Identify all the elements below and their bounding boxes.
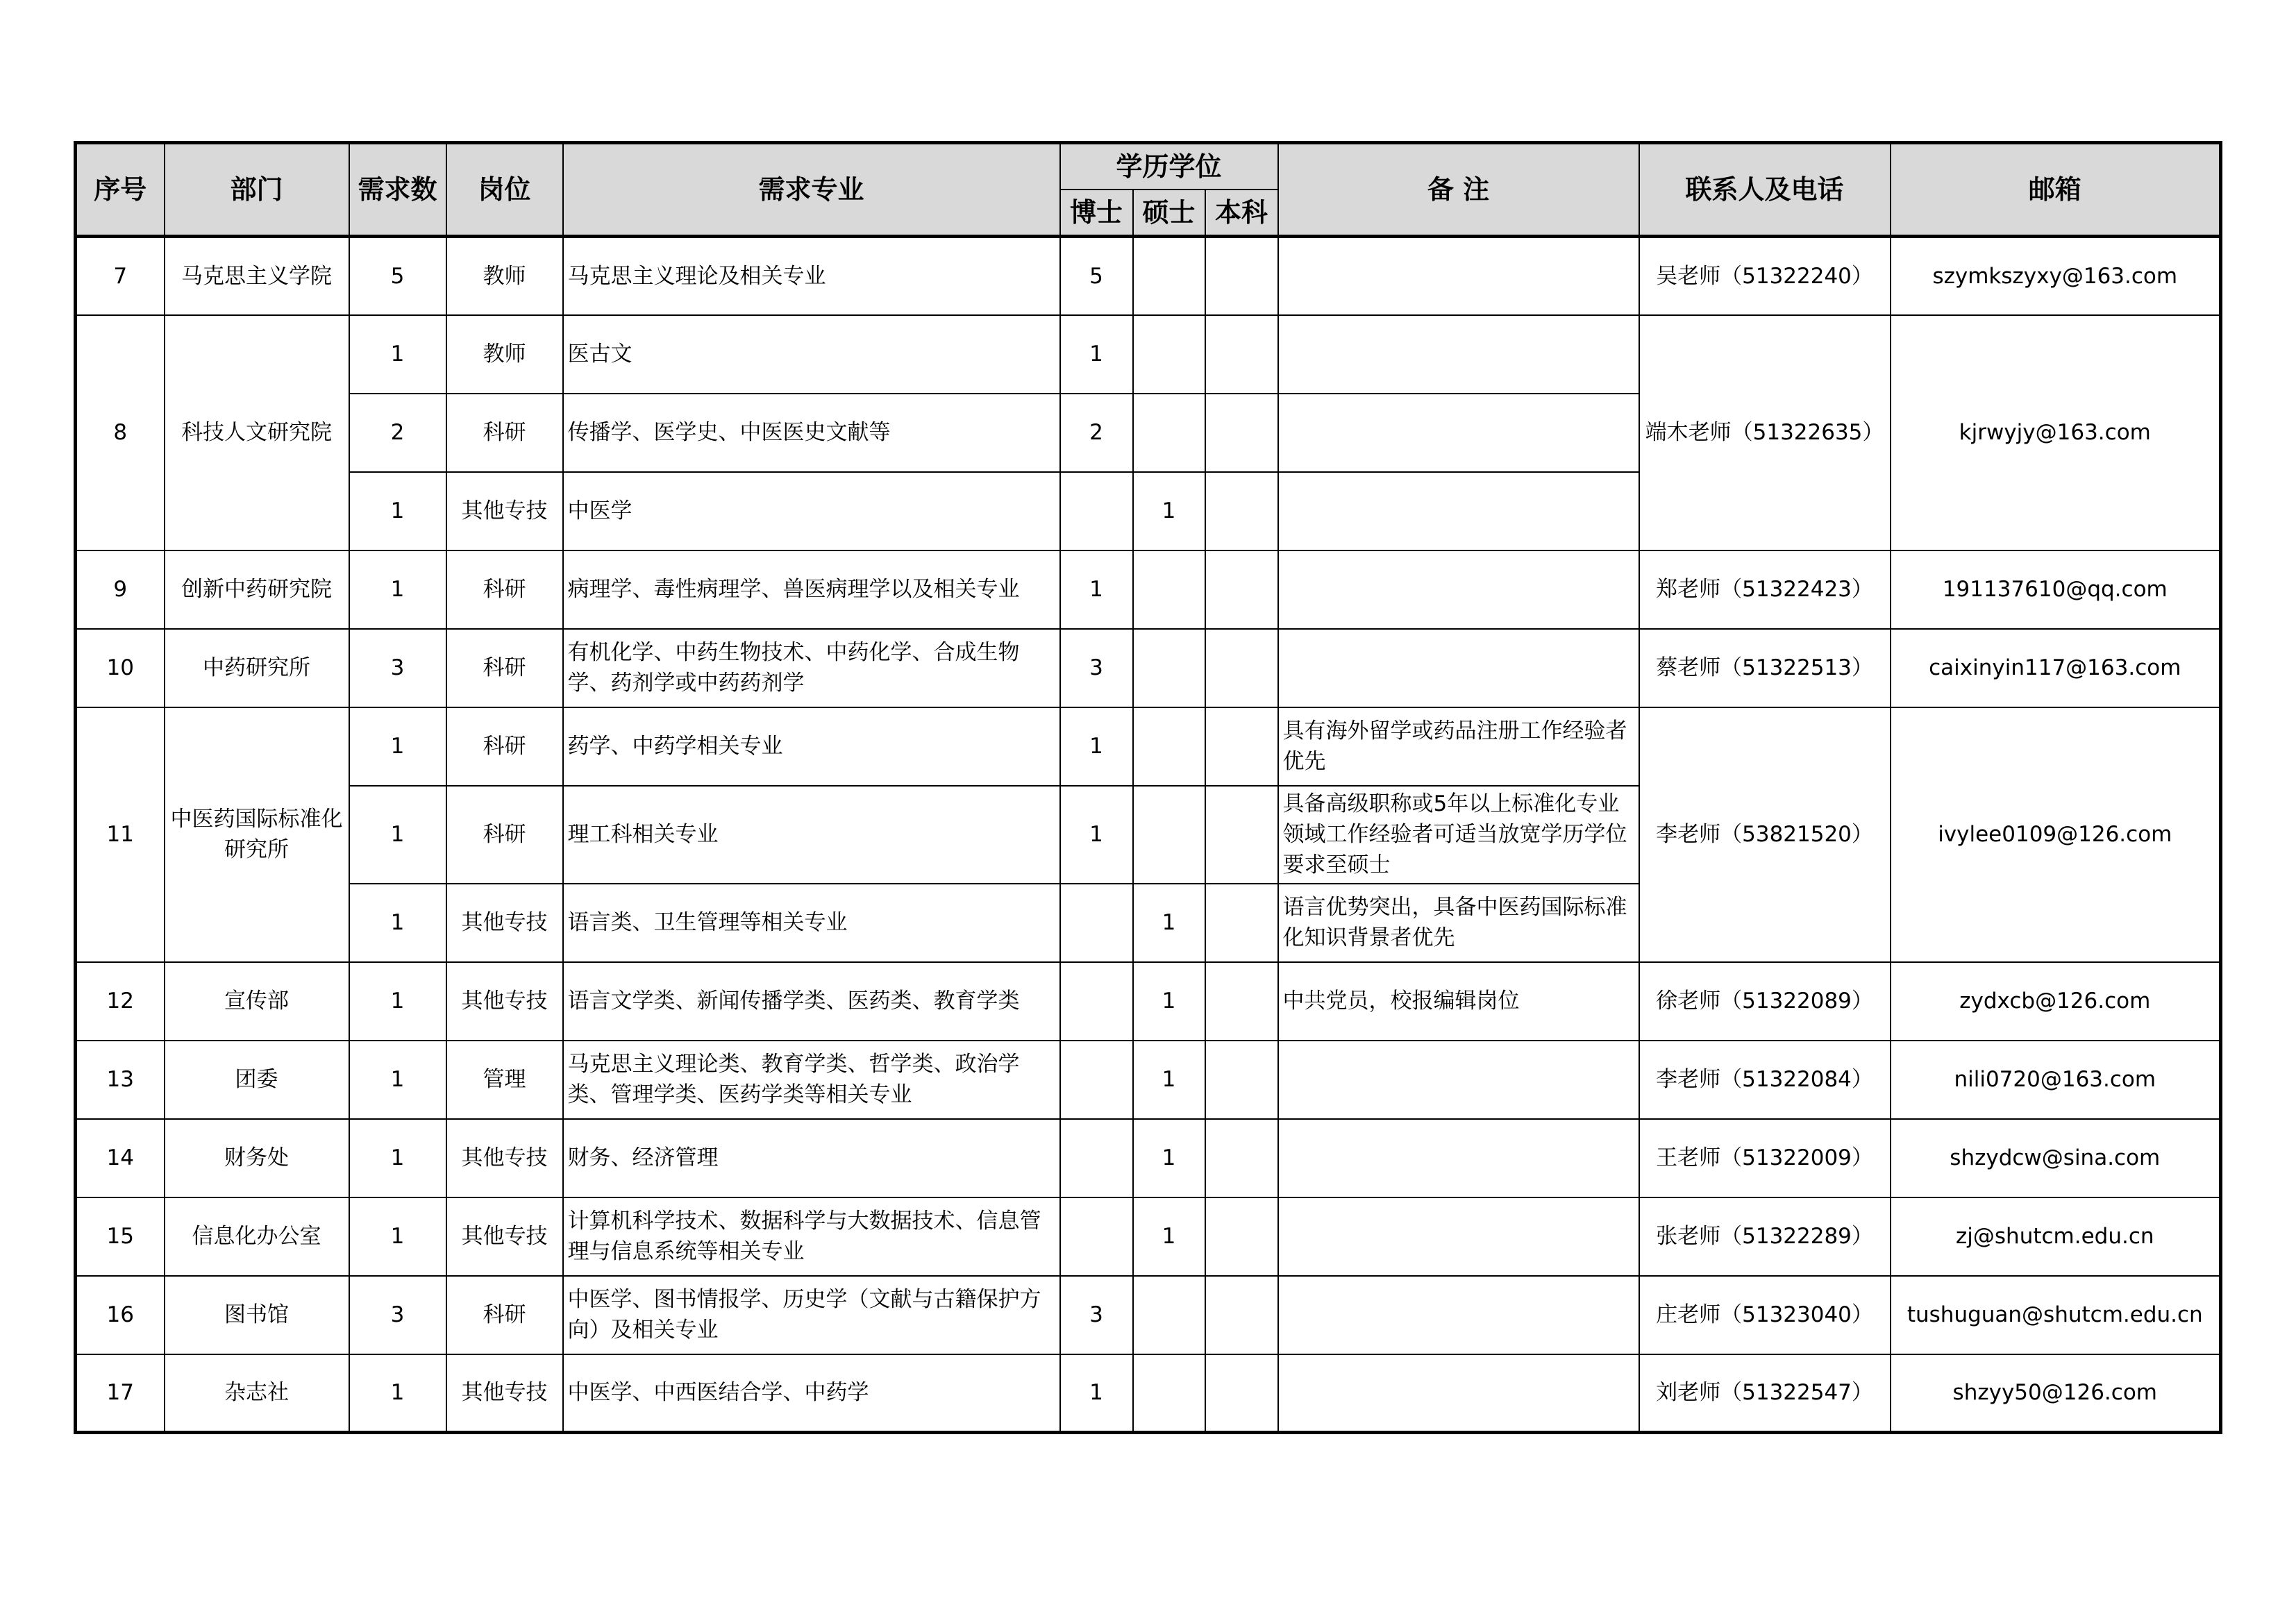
- cell-master: 1: [1133, 1119, 1205, 1197]
- table-row: [76, 707, 2221, 786]
- cell-dept: 宣传部: [165, 962, 349, 1041]
- cell-phd: [1060, 472, 1133, 550]
- cell-major: 中医学: [563, 472, 1060, 550]
- cell-remark: [1278, 1354, 1639, 1433]
- cell-master: [1133, 1354, 1205, 1433]
- cell-master: 1: [1133, 472, 1205, 550]
- cell-bachelor: [1205, 315, 1278, 394]
- cell-master: [1133, 629, 1205, 707]
- cell-remark: 中共党员，校报编辑岗位: [1278, 962, 1639, 1041]
- cell-bachelor: [1205, 786, 1278, 884]
- cell-count: 1: [349, 1119, 446, 1197]
- cell-major: 计算机科学技术、数据科学与大数据技术、信息管理与信息系统等相关专业: [563, 1197, 1060, 1276]
- cell-contact: 王老师（51322009）: [1639, 1119, 1891, 1197]
- cell-bachelor: [1205, 884, 1278, 962]
- cell-count: 5: [349, 237, 446, 315]
- cell-remark: [1278, 1276, 1639, 1354]
- table-row: [76, 629, 2221, 707]
- cell-email: szymkszyxy@163.com: [1891, 237, 2221, 315]
- table-row: [76, 1276, 2221, 1354]
- cell-remark: 具有海外留学或药品注册工作经验者优先: [1278, 707, 1639, 786]
- cell-seq: 11: [76, 707, 165, 962]
- cell-dept: 马克思主义学院: [165, 237, 349, 315]
- cell-remark: [1278, 1119, 1639, 1197]
- cell-post: 科研: [446, 707, 563, 786]
- cell-bachelor: [1205, 237, 1278, 315]
- cell-email: shzyy50@126.com: [1891, 1354, 2221, 1433]
- cell-post: 科研: [446, 786, 563, 884]
- cell-bachelor: [1205, 629, 1278, 707]
- cell-contact: 郑老师（51322423）: [1639, 550, 1891, 629]
- cell-contact: 端木老师（51322635）: [1639, 315, 1891, 550]
- cell-post: 其他专技: [446, 1119, 563, 1197]
- cell-master: 1: [1133, 884, 1205, 962]
- cell-seq: 9: [76, 550, 165, 629]
- cell-seq: 17: [76, 1354, 165, 1433]
- cell-remark: 具备高级职称或5年以上标准化专业领域工作经验者可适当放宽学历学位要求至硕士: [1278, 786, 1639, 884]
- cell-contact: 徐老师（51322089）: [1639, 962, 1891, 1041]
- cell-remark: [1278, 1041, 1639, 1119]
- cell-master: [1133, 550, 1205, 629]
- header-email: 邮箱: [1891, 143, 2221, 237]
- cell-remark: [1278, 550, 1639, 629]
- cell-contact: 庄老师（51323040）: [1639, 1276, 1891, 1354]
- header-count: 需求数: [349, 143, 446, 237]
- table-row: [76, 1041, 2221, 1119]
- cell-seq: 12: [76, 962, 165, 1041]
- cell-email: nili0720@163.com: [1891, 1041, 2221, 1119]
- cell-phd: [1060, 1119, 1133, 1197]
- cell-major: 中医学、图书情报学、历史学（文献与古籍保护方向）及相关专业: [563, 1276, 1060, 1354]
- cell-post: 教师: [446, 315, 563, 394]
- cell-seq: 16: [76, 1276, 165, 1354]
- header-master: 硕士: [1133, 190, 1205, 237]
- cell-email: kjrwyjy@163.com: [1891, 315, 2221, 550]
- cell-post: 科研: [446, 394, 563, 472]
- cell-post: 其他专技: [446, 472, 563, 550]
- cell-contact: 张老师（51322289）: [1639, 1197, 1891, 1276]
- cell-count: 1: [349, 707, 446, 786]
- cell-remark: [1278, 315, 1639, 394]
- cell-remark: [1278, 472, 1639, 550]
- cell-major: 有机化学、中药生物技术、中药化学、合成生物学、药剂学或中药药剂学: [563, 629, 1060, 707]
- cell-bachelor: [1205, 1354, 1278, 1433]
- cell-email: zj@shutcm.edu.cn: [1891, 1197, 2221, 1276]
- cell-master: 1: [1133, 1197, 1205, 1276]
- cell-count: 3: [349, 1276, 446, 1354]
- table-row: [76, 1119, 2221, 1197]
- cell-phd: 1: [1060, 786, 1133, 884]
- cell-master: [1133, 394, 1205, 472]
- cell-bachelor: [1205, 707, 1278, 786]
- cell-count: 2: [349, 394, 446, 472]
- header-post: 岗位: [446, 143, 563, 237]
- cell-bachelor: [1205, 394, 1278, 472]
- cell-dept: 杂志社: [165, 1354, 349, 1433]
- cell-major: 病理学、毒性病理学、兽医病理学以及相关专业: [563, 550, 1060, 629]
- cell-email: zydxcb@126.com: [1891, 962, 2221, 1041]
- cell-seq: 13: [76, 1041, 165, 1119]
- cell-post: 科研: [446, 629, 563, 707]
- cell-email: 191137610@qq.com: [1891, 550, 2221, 629]
- cell-bachelor: [1205, 472, 1278, 550]
- cell-bachelor: [1205, 1041, 1278, 1119]
- cell-post: 管理: [446, 1041, 563, 1119]
- cell-remark: [1278, 237, 1639, 315]
- recruitment-table: [74, 141, 2222, 1434]
- header-major: 需求专业: [563, 143, 1060, 237]
- cell-remark: [1278, 1197, 1639, 1276]
- cell-seq: 7: [76, 237, 165, 315]
- cell-major: 中医学、中西医结合学、中药学: [563, 1354, 1060, 1433]
- cell-count: 1: [349, 962, 446, 1041]
- cell-email: shzydcw@sina.com: [1891, 1119, 2221, 1197]
- table-row: [76, 237, 2221, 315]
- cell-bachelor: [1205, 1276, 1278, 1354]
- cell-seq: 15: [76, 1197, 165, 1276]
- header-dept: 部门: [165, 143, 349, 237]
- table-row: [76, 1197, 2221, 1276]
- header-contact: 联系人及电话: [1639, 143, 1891, 237]
- cell-phd: [1060, 884, 1133, 962]
- table-row: [76, 1354, 2221, 1433]
- cell-count: 1: [349, 786, 446, 884]
- cell-count: 1: [349, 315, 446, 394]
- cell-post: 教师: [446, 237, 563, 315]
- cell-master: 1: [1133, 1041, 1205, 1119]
- cell-phd: [1060, 962, 1133, 1041]
- cell-master: [1133, 1276, 1205, 1354]
- cell-phd: [1060, 1041, 1133, 1119]
- cell-post: 其他专技: [446, 962, 563, 1041]
- cell-dept: 团委: [165, 1041, 349, 1119]
- cell-contact: 蔡老师（51322513）: [1639, 629, 1891, 707]
- cell-dept: 中药研究所: [165, 629, 349, 707]
- cell-email: ivylee0109@126.com: [1891, 707, 2221, 962]
- cell-count: 1: [349, 1354, 446, 1433]
- cell-seq: 10: [76, 629, 165, 707]
- cell-major: 马克思主义理论及相关专业: [563, 237, 1060, 315]
- cell-major: 传播学、医学史、中医医史文献等: [563, 394, 1060, 472]
- cell-major: 药学、中药学相关专业: [563, 707, 1060, 786]
- cell-post: 其他专技: [446, 1354, 563, 1433]
- cell-dept: 创新中药研究院: [165, 550, 349, 629]
- cell-major: 语言文学类、新闻传播学类、医药类、教育学类: [563, 962, 1060, 1041]
- cell-phd: 1: [1060, 315, 1133, 394]
- cell-seq: 8: [76, 315, 165, 550]
- cell-post: 其他专技: [446, 884, 563, 962]
- cell-count: 1: [349, 1041, 446, 1119]
- cell-master: 1: [1133, 962, 1205, 1041]
- cell-contact: 李老师（51322084）: [1639, 1041, 1891, 1119]
- cell-master: [1133, 786, 1205, 884]
- cell-major: 理工科相关专业: [563, 786, 1060, 884]
- header-bachelor: 本科: [1205, 190, 1278, 237]
- cell-phd: 5: [1060, 237, 1133, 315]
- cell-bachelor: [1205, 550, 1278, 629]
- cell-seq: 14: [76, 1119, 165, 1197]
- cell-dept: 信息化办公室: [165, 1197, 349, 1276]
- cell-count: 3: [349, 629, 446, 707]
- header-phd: 博士: [1060, 190, 1133, 237]
- cell-phd: 1: [1060, 550, 1133, 629]
- cell-count: 1: [349, 550, 446, 629]
- cell-phd: 3: [1060, 1276, 1133, 1354]
- cell-major: 马克思主义理论类、教育学类、哲学类、政治学类、管理学类、医药学类等相关专业: [563, 1041, 1060, 1119]
- cell-count: 1: [349, 1197, 446, 1276]
- cell-phd: 2: [1060, 394, 1133, 472]
- cell-phd: 1: [1060, 1354, 1133, 1433]
- header-seq: 序号: [76, 143, 165, 237]
- table-row: [76, 550, 2221, 629]
- cell-remark: 语言优势突出，具备中医药国际标准化知识背景者优先: [1278, 884, 1639, 962]
- cell-bachelor: [1205, 1119, 1278, 1197]
- cell-post: 科研: [446, 550, 563, 629]
- cell-email: caixinyin117@163.com: [1891, 629, 2221, 707]
- header-remark: 备 注: [1278, 143, 1639, 237]
- cell-dept: 中医药国际标准化研究所: [165, 707, 349, 962]
- cell-contact: 吴老师（51322240）: [1639, 237, 1891, 315]
- cell-post: 其他专技: [446, 1197, 563, 1276]
- cell-phd: [1060, 1197, 1133, 1276]
- cell-major: 财务、经济管理: [563, 1119, 1060, 1197]
- cell-post: 科研: [446, 1276, 563, 1354]
- cell-bachelor: [1205, 962, 1278, 1041]
- cell-remark: [1278, 629, 1639, 707]
- cell-email: tushuguan@shutcm.edu.cn: [1891, 1276, 2221, 1354]
- cell-master: [1133, 707, 1205, 786]
- cell-remark: [1278, 394, 1639, 472]
- cell-dept: 财务处: [165, 1119, 349, 1197]
- cell-dept: 科技人文研究院: [165, 315, 349, 550]
- cell-count: 1: [349, 884, 446, 962]
- cell-phd: 3: [1060, 629, 1133, 707]
- cell-bachelor: [1205, 1197, 1278, 1276]
- cell-phd: 1: [1060, 707, 1133, 786]
- cell-master: [1133, 315, 1205, 394]
- header-degree-group: 学历学位: [1060, 143, 1278, 190]
- cell-count: 1: [349, 472, 446, 550]
- table-row: [76, 962, 2221, 1041]
- cell-contact: 李老师（53821520）: [1639, 707, 1891, 962]
- cell-contact: 刘老师（51322547）: [1639, 1354, 1891, 1433]
- cell-major: 语言类、卫生管理等相关专业: [563, 884, 1060, 962]
- table-header: [76, 143, 2221, 237]
- cell-major: 医古文: [563, 315, 1060, 394]
- cell-master: [1133, 237, 1205, 315]
- table-row: [76, 315, 2221, 394]
- table-body: [76, 237, 2221, 1433]
- cell-dept: 图书馆: [165, 1276, 349, 1354]
